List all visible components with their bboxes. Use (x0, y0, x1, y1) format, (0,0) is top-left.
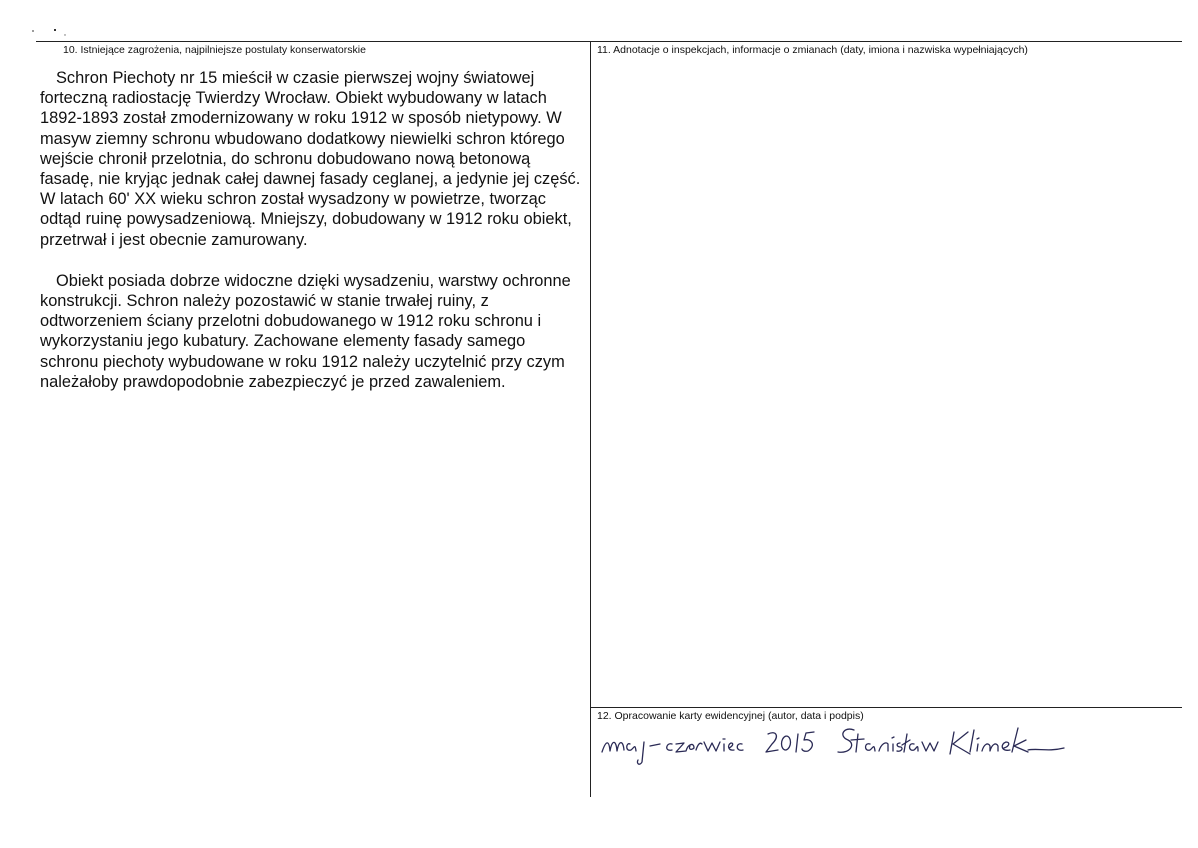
signature-stroke (637, 742, 644, 764)
signature-stroke (796, 734, 798, 752)
signature-stroke (851, 734, 864, 752)
paragraph-history: Schron Piechoty nr 15 mieścił w czasie pierwszej wojny światowej forteczną radiostację Twierdzy Wrocław. Obiekt wybudowany w latach 1892-1893 został zmodernizowany w roku 1912 w sposób nietypowy. W masyw ziemny schronu wbudowano dodatkowy niewielki schron którego wejście chronił przelotnia, do schronu dobudowano nową betonową fasadę, nie kryjąc jednak całej dawnej fasady ceglanej, a jedynie jej część. W latach 60' XX wieku schron został wysadzony w powietrze, tworząc odtąd ruinę powysadzeniową. Mniejszy, dobudowany w 1912 roku obiekt, przetrwał i jest obecnie zamurowany. (40, 69, 581, 249)
signature-stroke (650, 744, 660, 746)
paragraph-recommendations: Obiekt posiada dobrze widoczne dzięki wysadzeniu, warstwy ochronne konstrukcji. Schron należy pozostawić w stanie trwałej ruiny, z odtworzeniem ściany przelotni dobudowanego w 1912 roku schronu i wykorzystaniu jego kubatury. Zachowane elementy fasady samego schronu piechoty wybudowane w roku 1912 należy uczytelnić przy czym należałoby prawdopodobnie zabezpieczyć je przed zawaleniem. (40, 271, 571, 391)
handwritten-signature (600, 722, 1070, 766)
signature-stroke (970, 730, 974, 752)
scan-specks (30, 28, 90, 40)
signature-stroke (1012, 728, 1028, 752)
signature-stroke (838, 729, 854, 752)
speck (32, 30, 34, 32)
signature-stroke (627, 744, 636, 751)
signature-stroke (1002, 742, 1010, 750)
signature-stroke (950, 732, 970, 754)
signature-stroke (977, 738, 979, 751)
section-10-body (40, 68, 588, 413)
signature-section-rule (591, 707, 1182, 708)
section-11-label: 11. Adnotacje o inspekcjach, informacje o zmianach (daty, imiona i nazwiska wypełniających) (597, 44, 1028, 56)
section-10-label: 10. Istniejące zagrożenia, najpilniejsze postulaty konserwatorskie (63, 44, 366, 56)
speck (54, 29, 56, 31)
signature-stroke (782, 736, 791, 750)
signature-stroke (602, 742, 624, 752)
signature-stroke (766, 733, 778, 752)
speck (64, 34, 65, 35)
signature-stroke (802, 732, 814, 751)
signature-stroke (1028, 748, 1064, 750)
signature-stroke (667, 739, 743, 752)
column-divider (590, 41, 591, 797)
top-rule (36, 41, 1182, 42)
section-12-label: 12. Opracowanie karty ewidencyjnej (autor, data i podpis) (597, 710, 864, 722)
signature-stroke (982, 744, 998, 751)
signature-stroke (866, 734, 939, 752)
